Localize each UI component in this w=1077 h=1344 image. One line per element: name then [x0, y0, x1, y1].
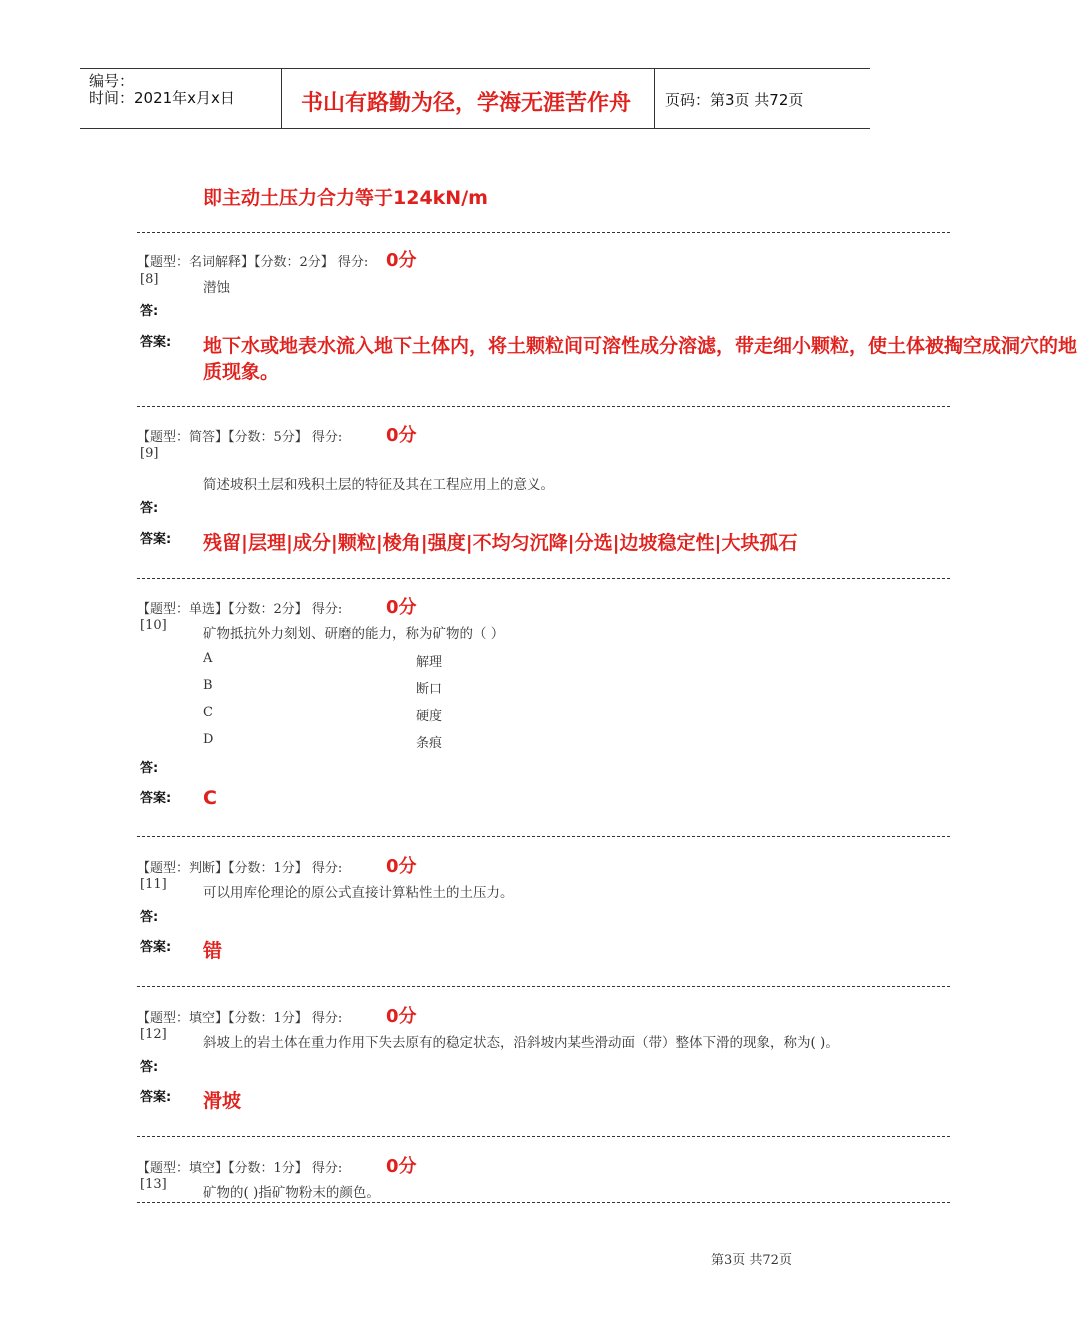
- question-meta: 【题型：简答】【分数：5分】 得分:: [137, 430, 343, 445]
- question-meta: 【题型：单选】【分数：2分】 得分:: [137, 602, 343, 617]
- answer-key-label: 答案:: [140, 940, 172, 955]
- answer-text-line-1: 地下水或地表水流入地下土体内，将土颗粒间可溶性成分溶滤，带走细小颗粒，使土体被掏空成洞穴的地: [203, 335, 1077, 357]
- answer-prompt-label: 答:: [140, 1060, 159, 1075]
- question-meta: 【题型：填空】【分数：1分】 得分:: [137, 1011, 343, 1026]
- question-meta: 【题型：名词解释】【分数：2分】 得分:: [137, 255, 369, 270]
- option-value: 解理: [416, 655, 443, 670]
- option-key: A: [203, 651, 213, 666]
- header-time-label: 时间：2021年x月x日: [89, 89, 235, 107]
- answer-prompt-label: 答:: [140, 761, 159, 776]
- question-meta: 【题型：判断】【分数：1分】 得分:: [137, 861, 343, 876]
- option-key: D: [203, 732, 214, 747]
- answer-text: 错: [203, 940, 223, 962]
- question-separator: [137, 836, 950, 837]
- header-page-info: 页码：第3页 共72页: [665, 91, 804, 109]
- answer-key-label: 答案:: [140, 791, 172, 806]
- answer-prompt-label: 答:: [140, 501, 159, 516]
- question-separator: [137, 578, 950, 579]
- page-footer: 第3页 共72页: [711, 1253, 792, 1268]
- answer-text-line-2: 质现象。: [203, 361, 280, 383]
- answer-key-label: 答案:: [140, 532, 172, 547]
- question-separator: [137, 406, 950, 407]
- question-number: [13]: [140, 1177, 167, 1192]
- answer-text: 残留|层理|成分|颗粒|棱角|强度|不均匀沉降|分选|边坡稳定性|大块孤石: [203, 532, 798, 554]
- question-number: [11]: [140, 877, 167, 892]
- header-top-rule: [80, 68, 870, 69]
- question-score: 0分: [386, 1006, 417, 1027]
- answer-text: C: [203, 787, 217, 809]
- option-value: 硬度: [416, 709, 443, 724]
- question-separator: [137, 986, 950, 987]
- question-separator: [137, 232, 950, 233]
- option-value: 断口: [416, 682, 443, 697]
- answer-prompt-label: 答:: [140, 910, 159, 925]
- question-number: [9]: [140, 446, 159, 461]
- question-score: 0分: [386, 1156, 417, 1177]
- option-key: B: [203, 678, 213, 693]
- question-text: 简述坡积土层和残积土层的特征及其在工程应用上的意义。: [203, 477, 554, 493]
- question-text: 潜蚀: [203, 280, 230, 296]
- question-meta: 【题型：填空】【分数：1分】 得分:: [137, 1161, 343, 1176]
- header-divider-right: [654, 68, 655, 128]
- previous-answer-tail: 即主动土压力合力等于124kN/m: [203, 187, 488, 209]
- question-score: 0分: [386, 250, 417, 271]
- header-bottom-rule: [80, 128, 870, 129]
- answer-key-label: 答案:: [140, 335, 172, 350]
- answer-prompt-label: 答:: [140, 304, 159, 319]
- question-number: [8]: [140, 272, 159, 287]
- question-text: 矿物的( )指矿物粉末的颜色。: [203, 1185, 380, 1201]
- question-text: 矿物抵抗外力刻划、研磨的能力，称为矿物的（ ）: [203, 626, 505, 642]
- question-number: [10]: [140, 618, 167, 633]
- option-key: C: [203, 705, 213, 720]
- question-score: 0分: [386, 597, 417, 618]
- question-separator: [137, 1136, 950, 1137]
- question-text: 可以用库伦理论的原公式直接计算粘性土的土压力。: [203, 885, 514, 901]
- answer-key-label: 答案:: [140, 1090, 172, 1105]
- question-text: 斜坡上的岩土体在重力作用下失去原有的稳定状态，沿斜坡内某些滑动面（带）整体下滑的现象，称为( )。: [203, 1035, 839, 1051]
- header-divider-left: [281, 68, 282, 128]
- option-value: 条痕: [416, 736, 443, 751]
- question-score: 0分: [386, 425, 417, 446]
- answer-text: 滑坡: [203, 1090, 242, 1112]
- header-motto: 书山有路勤为径，学海无涯苦作舟: [301, 91, 632, 116]
- question-score: 0分: [386, 856, 417, 877]
- question-number: [12]: [140, 1027, 167, 1042]
- question-separator: [137, 1202, 950, 1203]
- header-number-label: 编号：: [89, 72, 135, 90]
